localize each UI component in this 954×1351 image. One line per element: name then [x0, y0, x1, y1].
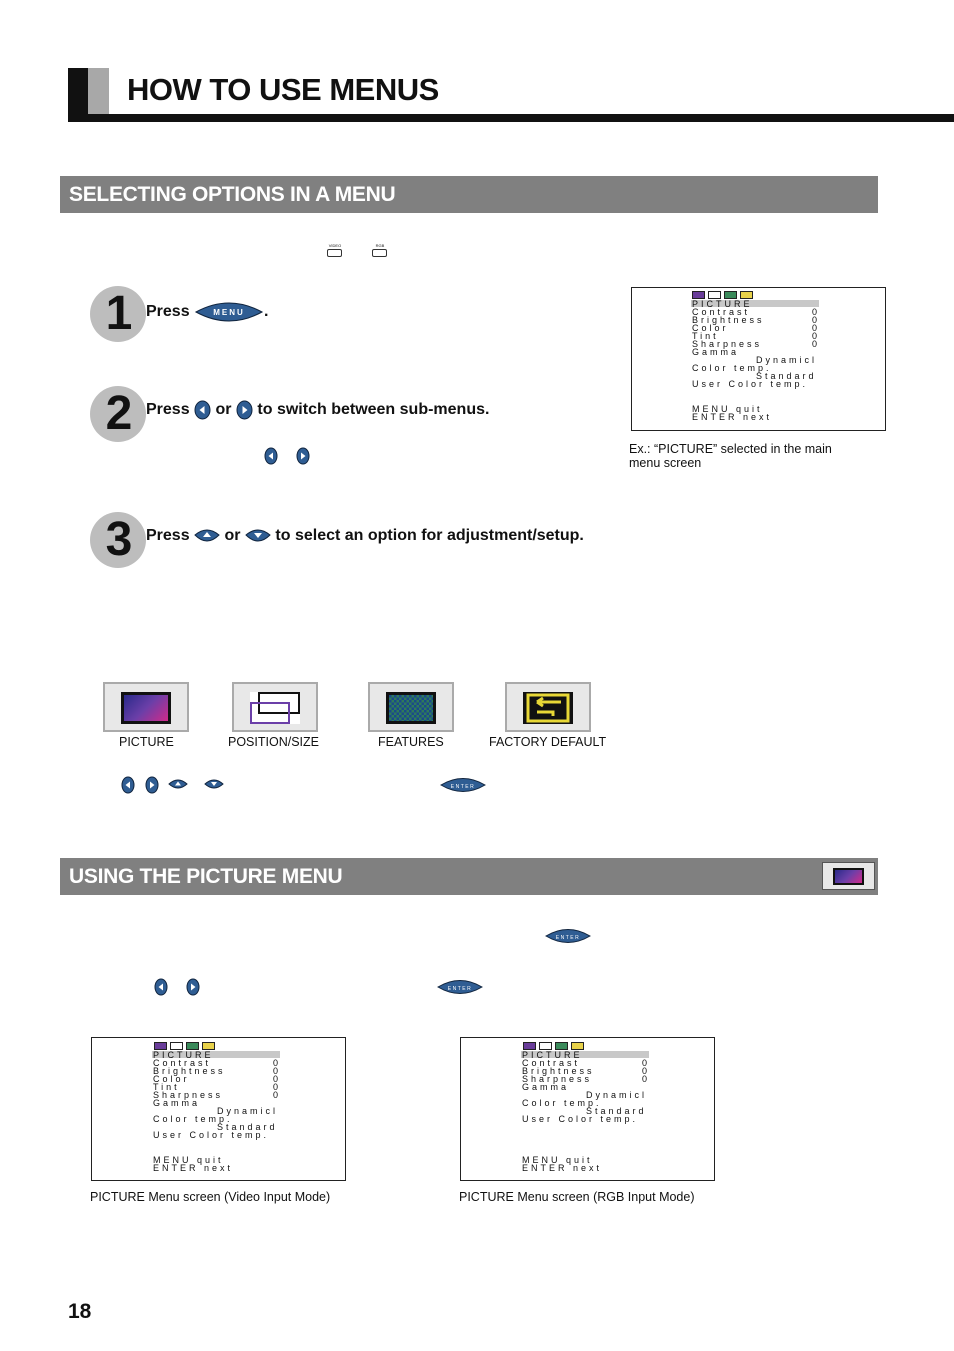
- picture-menu-badge-icon: [822, 862, 875, 890]
- features-tab-icon: [555, 1042, 568, 1050]
- position-size-tile-label: POSITION/SIZE: [228, 735, 319, 749]
- caption-line: Ex.: “PICTURE” selected in the main: [629, 442, 832, 456]
- features-tab-icon: [186, 1042, 199, 1050]
- osd-color-temp: Color temp.: [692, 363, 772, 373]
- step-3-after: to select an option for adjustment/setup.: [275, 527, 584, 544]
- osd-row-label: Tint: [692, 331, 719, 341]
- osd-enter-next: ENTER next: [692, 412, 773, 422]
- picture-icon: [121, 692, 171, 724]
- step-1-after: .: [264, 303, 269, 320]
- osd-row-value: 0: [273, 1074, 282, 1084]
- osd-row-label: Brightness: [692, 315, 765, 325]
- osd-color-temp-value: Standard: [586, 1106, 647, 1116]
- osd-row-value: 0: [273, 1066, 282, 1076]
- enter-key-label: ENTER: [555, 935, 581, 941]
- osd-row-label: Gamma: [692, 347, 740, 357]
- step-1-text: [146, 300, 269, 324]
- position-size-icon: [250, 692, 300, 724]
- left-right-keys-icon: [154, 977, 202, 997]
- section-title: SELECTING OPTIONS IN A MENU: [69, 183, 396, 206]
- osd-user-color: User Color temp.: [692, 379, 809, 389]
- osd-menu-quit: MENU quit: [153, 1155, 224, 1165]
- osd-menu-icons: [523, 1042, 584, 1050]
- osd-row-value: 0: [642, 1074, 651, 1084]
- arrow-keys-row-icon: [121, 775, 227, 795]
- osd-title: PICTURE: [522, 1050, 583, 1060]
- left-arrow-key-icon: [194, 400, 211, 420]
- enter-key-label: ENTER: [447, 986, 473, 992]
- page-title: HOW TO USE MENUS: [127, 72, 439, 107]
- header-rule: [68, 114, 954, 122]
- osd-menu-icons: [692, 291, 753, 299]
- osd-row-label: Color: [153, 1074, 190, 1084]
- osd-row-label: Contrast: [692, 307, 751, 317]
- video-button-label: VIDEO: [328, 243, 342, 248]
- osd-title: PICTURE: [153, 1050, 214, 1060]
- step-number-3: 3: [90, 512, 146, 568]
- osd-row-value: 0: [812, 323, 821, 333]
- picture-tab-icon: [154, 1042, 167, 1050]
- osd-row-label: Brightness: [153, 1066, 226, 1076]
- default-tab-icon: [740, 291, 753, 299]
- up-arrow-key-icon: [194, 527, 220, 545]
- features-tile-label: FEATURES: [378, 735, 444, 749]
- step-3-or: or: [224, 527, 241, 544]
- page-number: 18: [68, 1300, 92, 1323]
- osd-rgb-caption: PICTURE Menu screen (RGB Input Mode): [459, 1190, 695, 1204]
- osd-row-label: Contrast: [153, 1058, 212, 1068]
- default-tab-icon: [571, 1042, 584, 1050]
- osd-row-value: 0: [273, 1058, 282, 1068]
- osd-title: PICTURE: [692, 299, 753, 309]
- osd-video-screen: [91, 1037, 346, 1181]
- position-tab-icon: [708, 291, 721, 299]
- osd-row-value: 0: [812, 339, 821, 349]
- menu-key-icon: [194, 300, 264, 324]
- step-number-1: 1: [90, 286, 146, 342]
- factory-default-icon: [523, 692, 573, 724]
- osd-color-temp-value: Standard: [756, 371, 817, 381]
- factory-default-menu-tile: [505, 682, 591, 732]
- osd-menu-quit: MENU quit: [522, 1155, 593, 1165]
- osd-row-value: 0: [273, 1082, 282, 1092]
- menu-key-label: MENU: [213, 308, 245, 317]
- osd-example-screen: [631, 287, 886, 431]
- header-gray-block: [88, 68, 109, 114]
- osd-gamma-value: Dynamicl: [586, 1090, 648, 1100]
- position-tab-icon: [539, 1042, 552, 1050]
- step-1-press: Press: [146, 303, 190, 320]
- osd-color-temp: Color temp.: [522, 1098, 602, 1108]
- osd-user-color: User Color temp.: [522, 1114, 639, 1124]
- step-2-press: Press: [146, 401, 190, 418]
- section-bar-using-picture-menu: [60, 858, 878, 895]
- osd-row-label: Contrast: [522, 1058, 581, 1068]
- osd-row-value: 0: [812, 315, 821, 325]
- osd-enter-next: ENTER next: [153, 1163, 234, 1173]
- section-bar-selecting-options: [60, 176, 878, 213]
- step-number-2: 2: [90, 386, 146, 442]
- osd-user-color: User Color temp.: [153, 1130, 270, 1140]
- osd-gamma-value: Dynamicl: [756, 355, 818, 365]
- osd-row-value: 0: [642, 1066, 651, 1076]
- step-3-text: [146, 527, 584, 545]
- features-tab-icon: [724, 291, 737, 299]
- osd-row-value: 0: [273, 1090, 282, 1100]
- osd-menu-icons: [154, 1042, 215, 1050]
- osd-rgb-screen: [460, 1037, 715, 1181]
- step-2-after: to switch between sub-menus.: [257, 401, 490, 418]
- picture-tile-label: PICTURE: [119, 735, 174, 749]
- picture-tab-icon: [523, 1042, 536, 1050]
- step-2-or: or: [215, 401, 232, 418]
- osd-row-value: 0: [812, 307, 821, 317]
- picture-menu-tile: [103, 682, 189, 732]
- enter-key-icon: [545, 927, 591, 945]
- position-size-menu-tile: [232, 682, 318, 732]
- osd-row-label: Sharpness: [153, 1090, 224, 1100]
- osd-row-label: Sharpness: [522, 1074, 593, 1084]
- caption-line: menu screen: [629, 456, 702, 470]
- osd-video-caption: PICTURE Menu screen (Video Input Mode): [90, 1190, 331, 1204]
- enter-key-icon: [437, 978, 483, 996]
- picture-tab-icon: [692, 291, 705, 299]
- osd-menu-quit: MENU quit: [692, 404, 763, 414]
- enter-key-label: ENTER: [450, 784, 476, 790]
- osd-row-label: Tint: [153, 1082, 180, 1092]
- osd-color-temp-value: Standard: [217, 1122, 278, 1132]
- rgb-button-icon: [372, 243, 388, 257]
- osd-color-temp: Color temp.: [153, 1114, 233, 1124]
- step-3-press: Press: [146, 527, 190, 544]
- enter-key-icon: [440, 776, 486, 794]
- section-title: USING THE PICTURE MENU: [69, 865, 343, 888]
- osd-row-label: Color: [692, 323, 729, 333]
- factory-default-tile-label: FACTORY DEFAULT: [489, 735, 607, 749]
- step-2-text: [146, 400, 489, 420]
- down-arrow-key-icon: [245, 527, 271, 545]
- osd-row-label: Gamma: [153, 1098, 201, 1108]
- osd-gamma-value: Dynamicl: [217, 1106, 279, 1116]
- features-menu-tile: [368, 682, 454, 732]
- osd-row-label: Sharpness: [692, 339, 763, 349]
- osd-row-label: Gamma: [522, 1082, 570, 1092]
- osd-row-value: 0: [642, 1058, 651, 1068]
- video-button-icon: [327, 243, 343, 257]
- default-tab-icon: [202, 1042, 215, 1050]
- osd-row-value: 0: [812, 331, 821, 341]
- features-icon: [386, 692, 436, 724]
- left-right-keys-icon: [264, 446, 312, 466]
- right-arrow-key-icon: [236, 400, 253, 420]
- position-tab-icon: [170, 1042, 183, 1050]
- osd-example-caption: [629, 442, 832, 470]
- rgb-button-label: RGB: [375, 243, 385, 248]
- osd-row-label: Brightness: [522, 1066, 595, 1076]
- osd-enter-next: ENTER next: [522, 1163, 603, 1173]
